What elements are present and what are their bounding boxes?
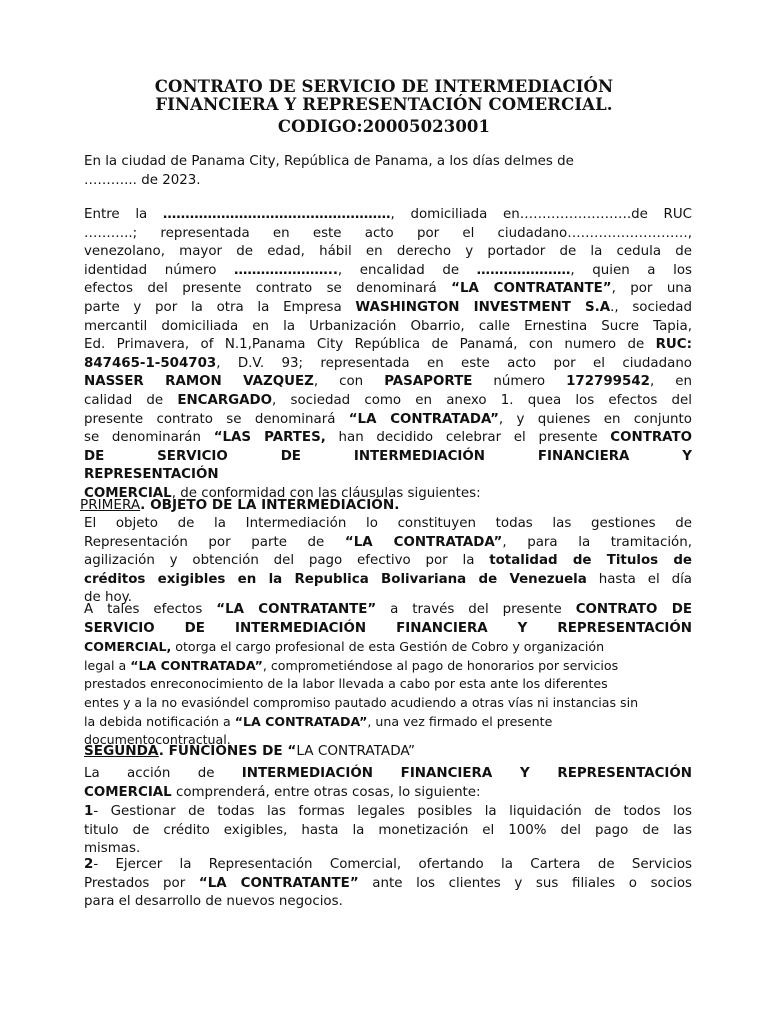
intro-paragraph — [84, 153, 692, 190]
text-line: El objeto de la Intermediación lo constituyen todas las gestiones de — [84, 516, 692, 531]
text-line: identidad número ………………….., encalidad de …………………, quien a los — [84, 262, 692, 278]
text-line: 847465-1-504703, D.V. 93; representada en este acto por el ciudadano — [84, 355, 692, 371]
text-line: NASSER RAMON VAZQUEZ, con PASAPORTE número 172799542, en — [84, 374, 692, 390]
text-line: COMERCIAL, otorga el cargo profesional de esta Gestión de Cobro y organización — [84, 639, 605, 655]
text-line: mismas. — [84, 841, 141, 857]
text-line: venezolano, mayor de edad, hábil en derecho y portador de la cedula de — [84, 244, 692, 260]
segunda-paragraph — [84, 765, 692, 802]
text-line: efectos del presente contrato se denominará “LA CONTRATANTE”, por una — [84, 281, 693, 297]
text-line: legal a “LA CONTRATADA”, comprometiéndose al pago de honorarios por servicios — [84, 657, 619, 673]
segunda-item-1 — [84, 803, 692, 859]
text-line: de hoy. — [84, 590, 132, 606]
text-line: DE SERVICIO DE INTERMEDIACIÓN FINANCIERA Y — [84, 448, 692, 464]
text-line: parte y por la otra la Empresa WASHINGTON INVESTMENT S.A., sociedad — [84, 299, 693, 315]
text-line: entes y a la no evasióndel compromiso pautado acudiendo a otras vías ni instancias sin — [84, 694, 639, 710]
title-line-2: FINANCIERA Y REPRESENTACIÓN COMERCIAL. — [155, 95, 613, 114]
title-line-1: CONTRATO DE SERVICIO DE INTERMEDIACIÓN — [154, 77, 614, 96]
text-line: Prestados por “LA CONTRATANTE” ante los clientes y sus filiales o socios — [84, 875, 692, 891]
text-line: documentocontractual. — [84, 732, 231, 748]
text-line: presente contrato se denominará “LA CONTRATADA”, y quienes en conjunto — [84, 411, 692, 427]
text-line: A tales efectos “LA CONTRATANTE” a través del presente CONTRATO DE — [84, 602, 693, 617]
text-line: ………..; representada en este acto por el ciudadano………………………, — [84, 225, 692, 241]
text-line: se denominarán “LAS PARTES, han decidido celebrar el presente CONTRATO — [84, 430, 692, 446]
text-line: COMERCIAL, de conformidad con las cláusulas siguientes: — [84, 485, 481, 501]
section-heading-segunda: SEGUNDA. FUNCIONES DE “LA CONTRATADA” — [84, 743, 416, 759]
text-line: Representación por parte de “LA CONTRATADA”, para la tramitación, — [84, 534, 692, 550]
text-line: SERVICIO DE INTERMEDIACIÓN FINANCIERA Y REPRESENTACIÓN — [84, 620, 692, 636]
text-line: para el desarrollo de nuevos negocios. — [84, 894, 343, 910]
text-line: titulo de crédito exigibles, hasta la monetización el 100% del pago de las — [84, 822, 692, 838]
text-line: mercantil domiciliada en la Urbanización Obarrio, calle Ernestina Sucre Tapia, — [84, 318, 692, 334]
segunda-item-2 — [84, 856, 692, 912]
primera-paragraph — [84, 515, 692, 608]
text-line: calidad de ENCARGADO, sociedad como en anexo 1. quea los efectos del — [84, 392, 692, 408]
title-code: CODIGO:20005023001 — [277, 117, 491, 136]
primera-paragraph-2 — [84, 601, 692, 750]
text-line: COMERCIAL comprenderá, entre otras cosas, lo siguiente: — [84, 784, 481, 800]
text-line: 1- Gestionar de todas las formas legales posibles la liquidación de todos los — [84, 804, 692, 819]
text-line: 2- Ejercer la Representación Comercial, ofertando la Cartera de Servicios — [84, 857, 692, 872]
text-line: créditos exigibles en la Republica Bolivariana de Venezuela hasta el día — [84, 571, 693, 587]
text-line: prestados enreconocimiento de la labor llevada a cabo por esta ante los diferentes — [84, 676, 608, 692]
text-line: Ed. Primavera, of N.1,Panama City República de Panamá, con numero de RUC: — [84, 337, 692, 353]
text-line: La acción de INTERMEDIACIÓN FINANCIERA Y REPRESENTACIÓN — [84, 766, 692, 781]
text-line: Entre la ……………………………………………, domiciliada en…………………….de RUC — [84, 207, 692, 222]
intro-line: En la ciudad de Panama City, República de Panama, a los días delmes de — [84, 154, 574, 169]
text-line: la debida notificación a “LA CONTRATADA”, una vez firmado el presente — [84, 713, 553, 729]
parties-paragraph — [84, 206, 692, 504]
section-heading-primera: PRIMERA. OBJETO DE LA INTERMEDIACIÓN. — [80, 497, 400, 513]
text-line: REPRESENTACIÓN — [84, 467, 219, 483]
text-line: agilización y obtención del pago efectivo por la totalidad de Titulos de — [84, 553, 692, 569]
intro-line: ………... de 2023. — [84, 172, 201, 188]
